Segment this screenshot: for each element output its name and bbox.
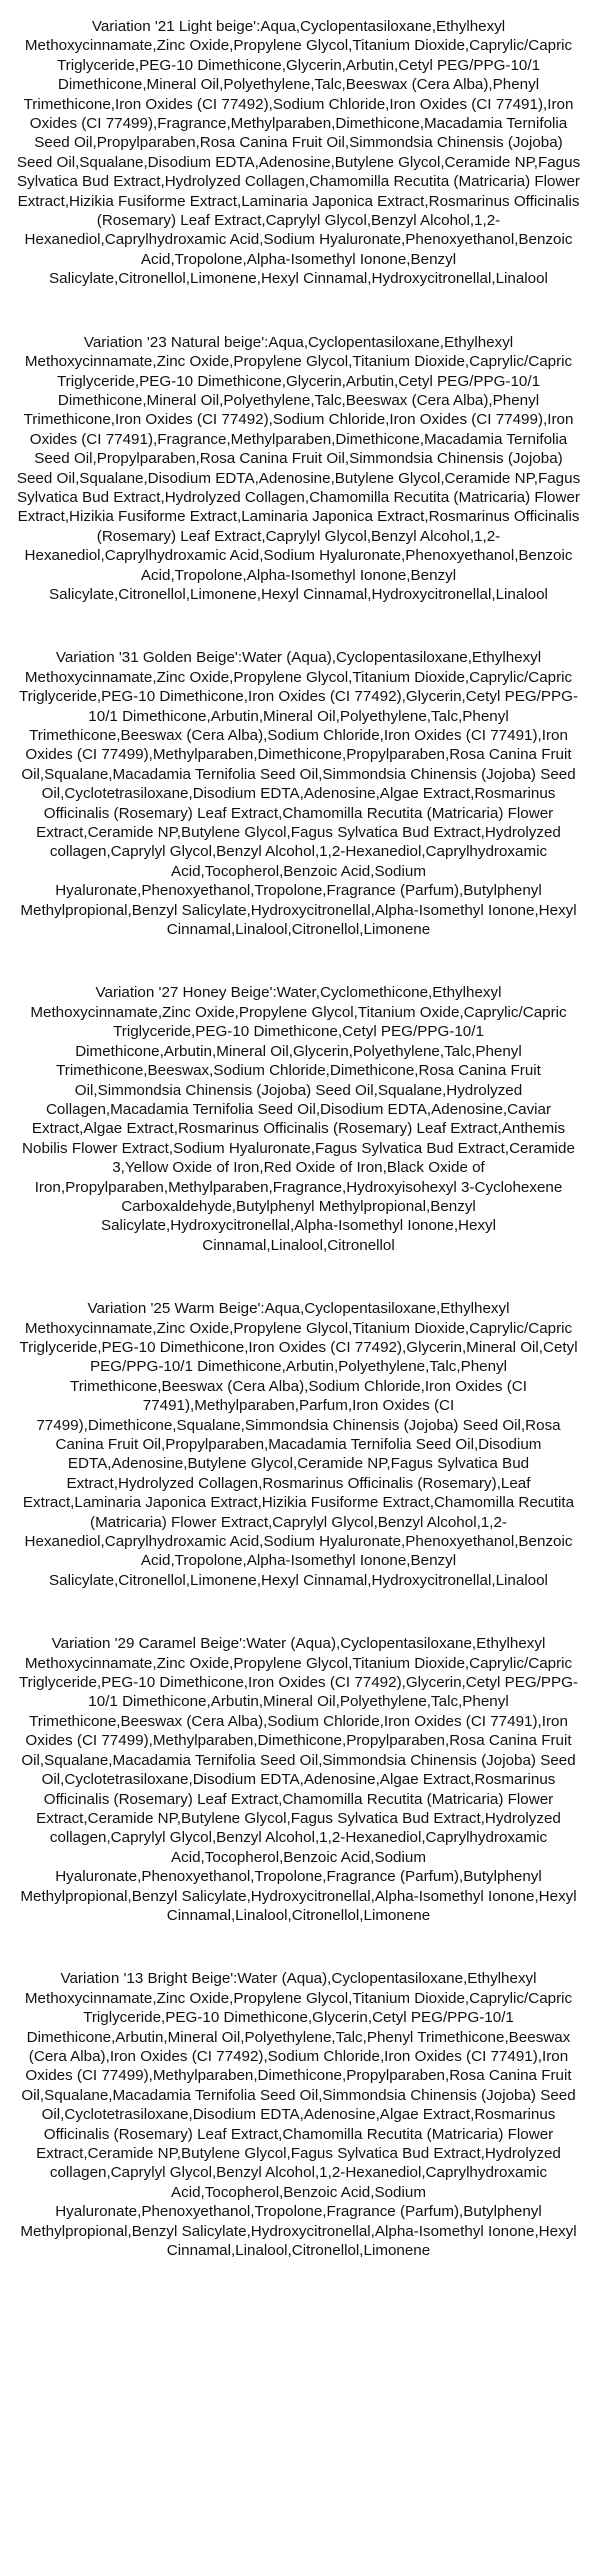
variant-ingredients: Water,Cyclomethicone,Ethylhexyl Methoxycinnamate,Zinc Oxide,Propylene Glycol,Titanium Oxide,Caprylic/Capric Triglyceride,PEG-10 Dimethicone,Cetyl PEG/PPG-10/1 Dimethicone,Arbutin,Mineral Oil,Glycerin,Polyethylene,Talc,Phenyl Trimethicone,Beeswax,Sodium Chloride,Dimethicone,Rosa Canina Fruit Oil,Simmondsia Chinensis (Jojoba) Seed Oil,Squalane,Hydrolyzed Collagen,Macadamia Ternifolia Seed Oil,Disodium EDTA,Adenosine,Caviar Extract,Algae Extract,Rosmarinus Officinalis (Rosemary) Leaf Extract,Anthemis Nobilis Flower Extract,Sodium Hyaluronate,Fagus Sylvatica Bud Extract,Ceramide 3,Yellow Oxide of Iron,Red Oxide of Iron,Black Oxide of Iron,Propylparaben,Methylparaben,Fragrance,Hydroxyisohexyl 3-Cyclohexene Carboxaldehyde,Butylphenyl Methylpropional,Benzyl Salicylate,Hydroxycitronellal,Alpha-Isomethyl Ionone,Hexyl Cinnamal,Linalool,Citronellol bbox=[22, 984, 575, 1254]
variant-ingredients: Water (Aqua),Cyclopentasiloxane,Ethylhexyl Methoxycinnamate,Zinc Oxide,Propylene Glycol,Titanium Dioxide,Caprylic/Capric Triglyceride,PEG-10 Dimethicone,Iron Oxides (CI 77492),Glycerin,Cetyl PEG/PPG-10/1 Dimethicone,Arbutin,Mineral Oil,Polyethylene,Talc,Phenyl Trimethicone,Beeswax (Cera Alba),Sodium Chloride,Iron Oxides (CI 77491),Iron Oxides (CI 77499),Methylparaben,Dimethicone,Propylparaben,Rosa Canina Fruit Oil,Squalane,Macadamia Ternifolia Seed Oil,Simmondsia Chinensis (Jojoba) Seed Oil,Cyclotetrasiloxane,Disodium EDTA,Adenosine,Algae Extract,Rosmarinus Officinalis (Rosemary) Leaf Extract,Chamomilla Recutita (Matricaria) Flower Extract,Ceramide NP,Butylene Glycol,Fagus Sylvatica Bud Extract,Hydrolyzed collagen,Caprylyl Glycol,Benzyl Alcohol,1,2-Hexanediol,Caprylhydroxamic Acid,Tocopherol,Benzoic Acid,Sodium Hyaluronate,Phenoxyethanol,Tropolone,Fragrance (Parfum),Butylphenyl Methylpropional,Benzyl Salicylate,Hydroxycitronellal,Alpha-Isomethyl Ionone,Hexyl Cinnamal,Linalool,Citronellol,Limonene bbox=[18, 649, 579, 939]
variant-name: Variation '21 Light beige' bbox=[91, 18, 257, 35]
variant-name: Variation '25 Warm Beige' bbox=[87, 1300, 261, 1318]
variant-ingredients: Aqua,Cyclopentasiloxane,Ethylhexyl Methoxycinnamate,Zinc Oxide,Propylene Glycol,Titanium Dioxide,Caprylic/Capric Triglyceride,PEG-10 Dimethicone,Glycerin,Arbutin,Cetyl PEG/PPG-10/1 Dimethicone,Mineral Oil,Polyethylene,Talc,Beeswax (Cera Alba),Phenyl Trimethicone,Iron Oxides (CI 77492),Sodium Chloride,Iron Oxides (CI 77499),Iron Oxides (CI 77491),Fragrance,Methylparaben,Dimethicone,Macadamia Ternifolia Seed Oil,Propylparaben,Rosa Canina Fruit Oil,Simmondsia Chinensis (Jojoba) Seed Oil,Squalane,Disodium EDTA,Adenosine,Butylene Glycol,Ceramide NP,Fagus Sylvatica Bud Extract,Hydrolyzed Collagen,Chamomilla Recutita (Matricaria) Flower Extract,Hizikia Fusiforme Extract,Laminaria Japonica Extract,Rosmarinus Officinalis (Rosemary) Leaf Extract,Caprylyl Glycol,Benzyl Alcohol,1,2-Hexanediol,Caprylhydroxamic Acid,Sodium Hyaluronate,Phenoxyethanol,Benzoic Acid,Tropolone,Alpha-Isomethyl Ionone,Benzyl Salicylate,Citronellol,Limonene,Hexyl Cinnamal,Hydroxycitronellal,Linalool bbox=[16, 333, 581, 603]
variant-ingredients: Aqua,Cyclopentasiloxane,Ethylhexyl Methoxycinnamate,Zinc Oxide,Propylene Glycol,Titanium Dioxide,Caprylic/Capric Triglyceride,PEG-10 Dimethicone,Glycerin,Arbutin,Cetyl PEG/PPG-10/1 Dimethicone,Mineral Oil,Polyethylene,Talc,Beeswax (Cera Alba),Phenyl Trimethicone,Iron Oxides (CI 77492),Sodium Chloride,Iron Oxides (CI 77491),Iron Oxides (CI 77499),Fragrance,Methylparaben,Dimethicone,Macadamia Ternifolia Seed Oil,Propylparaben,Rosa Canina Fruit Oil,Simmondsia Chinensis (Jojoba) Seed Oil,Squalane,Disodium EDTA,Adenosine,Butylene Glycol,Ceramide NP,Fagus Sylvatica Bud Extract,Hydrolyzed Collagen,Chamomilla Recutita (Matricaria) Flower Extract,Hizikia Fusiforme Extract,Laminaria Japonica Extract,Rosmarinus Officinalis (Rosemary) Leaf Extract,Caprylyl Glycol,Benzyl Alcohol,1,2-Hexanediol,Caprylhydroxamic Acid,Sodium Hyaluronate,Phenoxyethanol,Benzoic Acid,Tropolone,Alpha-Isomethyl Ionone,Benzyl Salicylate,Citronellol,Limonene,Hexyl Cinnamal,Hydroxycitronellal,Linalool bbox=[16, 18, 581, 288]
variant-29-caramel-beige: Variation '29 Caramel Beige':Water (Aqua),Cyclopentasiloxane,Ethylhexyl Methoxycinnamate,Zinc Oxide,Propylene Glycol,Titanium Dioxide,Caprylic/Capric Triglyceride,PEG-10 Dimethicone,Iron Oxides (CI 77492),Glycerin,Cetyl PEG/PPG-10/1 Dimethicone,Arbutin,Mineral Oil,Polyethylene,Talc,Phenyl Trimethicone,Beeswax (Cera Alba),Sodium Chloride,Iron Oxides (CI 77491),Iron Oxides (CI 77499),Methylparaben,Dimethicone,Propylparaben,Rosa Canina Fruit Oil,Squalane,Macadamia Ternifolia Seed Oil,Simmondsia Chinensis (Jojoba) Seed Oil,Cyclotetrasiloxane,Disodium EDTA,Adenosine,Algae Extract,Rosmarinus Officinalis (Rosemary) Leaf Extract,Chamomilla Recutita (Matricaria) Flower Extract,Ceramide NP,Butylene Glycol,Fagus Sylvatica Bud Extract,Hydrolyzed collagen,Caprylyl Glycol,Benzyl Alcohol,1,2-Hexanediol,Caprylhydroxamic Acid,Tocopherol,Benzoic Acid,Sodium Hyaluronate,Phenoxyethanol,Tropolone,Fragrance (Parfum),Butylphenyl Methylpropional,Benzyl Salicylate,Hydroxycitronellal,Alpha-Isomethyl Ionone,Hexyl Cinnamal,Linalool,Citronellol,Limonene bbox=[18, 1635, 579, 1924]
variant-name: Variation '31 Golden Beige' bbox=[55, 649, 238, 667]
variant-31-golden-beige: Variation '31 Golden Beige':Water (Aqua),Cyclopentasiloxane,Ethylhexyl Methoxycinnamate,Zinc Oxide,Propylene Glycol,Titanium Dioxide,Caprylic/Capric Triglyceride,PEG-10 Dimethicone,Iron Oxides (CI 77492),Glycerin,Cetyl PEG/PPG-10/1 Dimethicone,Arbutin,Mineral Oil,Polyethylene,Talc,Phenyl Trimethicone,Beeswax (Cera Alba),Sodium Chloride,Iron Oxides (CI 77491),Iron Oxides (CI 77499),Methylparaben,Dimethicone,Propylparaben,Rosa Canina Fruit Oil,Squalane,Macadamia Ternifolia Seed Oil,Simmondsia Chinensis (Jojoba) Seed Oil,Cyclotetrasiloxane,Disodium EDTA,Adenosine,Algae Extract,Rosmarinus Officinalis (Rosemary) Leaf Extract,Chamomilla Recutita (Matricaria) Flower Extract,Ceramide NP,Butylene Glycol,Fagus Sylvatica Bud Extract,Hydrolyzed collagen,Caprylyl Glycol,Benzyl Alcohol,1,2-Hexanediol,Caprylhydroxamic Acid,Tocopherol,Benzoic Acid,Sodium Hyaluronate,Phenoxyethanol,Tropolone,Fragrance (Parfum),Butylphenyl Methylpropional,Benzyl Salicylate,Hydroxycitronellal,Alpha-Isomethyl Ionone,Hexyl Cinnamal,Linalool,Citronellol,Limonene bbox=[18, 649, 579, 939]
variant-23-natural-beige: Variation '23 Natural beige':Aqua,Cyclopentasiloxane,Ethylhexyl Methoxycinnamate,Zinc Oxide,Propylene Glycol,Titanium Dioxide,Caprylic/Capric Triglyceride,PEG-10 Dimethicone,Glycerin,Arbutin,Cetyl PEG/PPG-10/1 Dimethicone,Mineral Oil,Polyethylene,Talc,Beeswax (Cera Alba),Phenyl Trimethicone,Iron Oxides (CI 77492),Sodium Chloride,Iron Oxides (CI 77499),Iron Oxides (CI 77491),Fragrance,Methylparaben,Dimethicone,Macadamia Ternifolia Seed Oil,Propylparaben,Rosa Canina Fruit Oil,Simmondsia Chinensis (Jojoba) Seed Oil,Squalane,Disodium EDTA,Adenosine,Butylene Glycol,Ceramide NP,Fagus Sylvatica Bud Extract,Hydrolyzed Collagen,Chamomilla Recutita (Matricaria) Flower Extract,Hizikia Fusiforme Extract,Laminaria Japonica Extract,Rosmarinus Officinalis (Rosemary) Leaf Extract,Caprylyl Glycol,Benzyl Alcohol,1,2-Hexanediol,Caprylhydroxamic Acid,Sodium Hyaluronate,Phenoxyethanol,Benzoic Acid,Tropolone,Alpha-Isomethyl Ionone,Benzyl Salicylate,Citronellol,Limonene,Hexyl Cinnamal,Hydroxycitronellal,Linalool bbox=[16, 333, 581, 603]
variant-name: Variation '13 Bright Beige' bbox=[60, 1970, 234, 1988]
variant-ingredients: Water (Aqua),Cyclopentasiloxane,Ethylhexyl Methoxycinnamate,Zinc Oxide,Propylene Glycol,Titanium Dioxide,Caprylic/Capric Triglyceride,PEG-10 Dimethicone,Iron Oxides (CI 77492),Glycerin,Cetyl PEG/PPG-10/1 Dimethicone,Arbutin,Mineral Oil,Polyethylene,Talc,Phenyl Trimethicone,Beeswax (Cera Alba),Sodium Chloride,Iron Oxides (CI 77491),Iron Oxides (CI 77499),Methylparaben,Dimethicone,Propylparaben,Rosa Canina Fruit Oil,Squalane,Macadamia Ternifolia Seed Oil,Simmondsia Chinensis (Jojoba) Seed Oil,Cyclotetrasiloxane,Disodium EDTA,Adenosine,Algae Extract,Rosmarinus Officinalis (Rosemary) Leaf Extract,Chamomilla Recutita (Matricaria) Flower Extract,Ceramide NP,Butylene Glycol,Fagus Sylvatica Bud Extract,Hydrolyzed collagen,Caprylyl Glycol,Benzyl Alcohol,1,2-Hexanediol,Caprylhydroxamic Acid,Tocopherol,Benzoic Acid,Sodium Hyaluronate,Phenoxyethanol,Tropolone,Fragrance (Parfum),Butylphenyl Methylpropional,Benzyl Salicylate,Hydroxycitronellal,Alpha-Isomethyl Ionone,Hexyl Cinnamal,Linalool,Citronellol,Limonene bbox=[18, 1635, 579, 1924]
variant-name: Variation '29 Caramel Beige' bbox=[51, 1635, 243, 1653]
variant-21-light-beige: Variation '21 Light beige':Aqua,Cyclopentasiloxane,Ethylhexyl Methoxycinnamate,Zinc Oxide,Propylene Glycol,Titanium Dioxide,Caprylic/Capric Triglyceride,PEG-10 Dimethicone,Glycerin,Arbutin,Cetyl PEG/PPG-10/1 Dimethicone,Mineral Oil,Polyethylene,Talc,Beeswax (Cera Alba),Phenyl Trimethicone,Iron Oxides (CI 77492),Sodium Chloride,Iron Oxides (CI 77491),Iron Oxides (CI 77499),Fragrance,Methylparaben,Dimethicone,Macadamia Ternifolia Seed Oil,Propylparaben,Rosa Canina Fruit Oil,Simmondsia Chinensis (Jojoba) Seed Oil,Squalane,Disodium EDTA,Adenosine,Butylene Glycol,Ceramide NP,Fagus Sylvatica Bud Extract,Hydrolyzed Collagen,Chamomilla Recutita (Matricaria) Flower Extract,Hizikia Fusiforme Extract,Laminaria Japonica Extract,Rosmarinus Officinalis (Rosemary) Leaf Extract,Caprylyl Glycol,Benzyl Alcohol,1,2-Hexanediol,Caprylhydroxamic Acid,Sodium Hyaluronate,Phenoxyethanol,Benzoic Acid,Tropolone,Alpha-Isomethyl Ionone,Benzyl Salicylate,Citronellol,Limonene,Hexyl Cinnamal,Hydroxycitronellal,Linalool bbox=[16, 18, 581, 288]
variant-name: Variation '23 Natural beige' bbox=[83, 333, 265, 351]
variant-27-honey-beige: Variation '27 Honey Beige':Water,Cyclomethicone,Ethylhexyl Methoxycinnamate,Zinc Oxide,Propylene Glycol,Titanium Oxide,Caprylic/Capric Triglyceride,PEG-10 Dimethicone,Cetyl PEG/PPG-10/1 Dimethicone,Arbutin,Mineral Oil,Glycerin,Polyethylene,Talc,Phenyl Trimethicone,Beeswax,Sodium Chloride,Dimethicone,Rosa Canina Fruit Oil,Simmondsia Chinensis (Jojoba) Seed Oil,Squalane,Hydrolyzed Collagen,Macadamia Ternifolia Seed Oil,Disodium EDTA,Adenosine,Caviar Extract,Algae Extract,Rosmarinus Officinalis (Rosemary) Leaf Extract,Anthemis Nobilis Flower Extract,Sodium Hyaluronate,Fagus Sylvatica Bud Extract,Ceramide 3,Yellow Oxide of Iron,Red Oxide of Iron,Black Oxide of Iron,Propylparaben,Methylparaben,Fragrance,Hydroxyisohexyl 3-Cyclohexene Carboxaldehyde,Butylphenyl Methylpropional,Benzyl Salicylate,Hydroxycitronellal,Alpha-Isomethyl Ionone,Hexyl Cinnamal,Linalool,Citronellol bbox=[22, 984, 575, 1254]
variant-name: Variation '27 Honey Beige' bbox=[95, 984, 273, 1002]
variant-25-warm-beige: Variation '25 Warm Beige':Aqua,Cyclopentasiloxane,Ethylhexyl Methoxycinnamate,Zinc Oxide,Propylene Glycol,Titanium Dioxide,Caprylic/Capric Triglyceride,PEG-10 Dimethicone,Iron Oxides (CI 77492),Glycerin,Mineral Oil,Cetyl PEG/PPG-10/1 Dimethicone,Arbutin,Polyethylene,Talc,Phenyl Trimethicone,Beeswax (Cera Alba),Sodium Chloride,Iron Oxides (CI 77491),Methylparaben,Parfum,Iron Oxides (CI 77499),Dimethicone,Squalane,Simmondsia Chinensis (Jojoba) Seed Oil,Rosa Canina Fruit Oil,Propylparaben,Macadamia Ternifolia Seed Oil,Disodium EDTA,Adenosine,Butylene Glycol,Ceramide NP,Fagus Sylvatica Bud Extract,Hydrolyzed Collagen,Rosmarinus Officinalis (Rosemary),Leaf Extract,Laminaria Japonica Extract,Hizikia Fusiforme Extract,Chamomilla Recutita (Matricaria) Flower Extract,Caprylyl Glycol,Benzyl Alcohol,1,2-Hexanediol,Caprylhydroxamic Acid,Sodium Hyaluronate,Phenoxyethanol,Benzoic Acid,Tropolone,Alpha-Isomethyl Ionone,Benzyl Salicylate,Citronellol,Limonene,Hexyl Cinnamal,Hydroxycitronellal,Linalool bbox=[19, 1300, 578, 1589]
variant-ingredients: Aqua,Cyclopentasiloxane,Ethylhexyl Methoxycinnamate,Zinc Oxide,Propylene Glycol,Titanium Dioxide,Caprylic/Capric Triglyceride,PEG-10 Dimethicone,Iron Oxides (CI 77492),Glycerin,Mineral Oil,Cetyl PEG/PPG-10/1 Dimethicone,Arbutin,Polyethylene,Talc,Phenyl Trimethicone,Beeswax (Cera Alba),Sodium Chloride,Iron Oxides (CI 77491),Methylparaben,Parfum,Iron Oxides (CI 77499),Dimethicone,Squalane,Simmondsia Chinensis (Jojoba) Seed Oil,Rosa Canina Fruit Oil,Propylparaben,Macadamia Ternifolia Seed Oil,Disodium EDTA,Adenosine,Butylene Glycol,Ceramide NP,Fagus Sylvatica Bud Extract,Hydrolyzed Collagen,Rosmarinus Officinalis (Rosemary),Leaf Extract,Laminaria Japonica Extract,Hizikia Fusiforme Extract,Chamomilla Recutita (Matricaria) Flower Extract,Caprylyl Glycol,Benzyl Alcohol,1,2-Hexanediol,Caprylhydroxamic Acid,Sodium Hyaluronate,Phenoxyethanol,Benzoic Acid,Tropolone,Alpha-Isomethyl Ionone,Benzyl Salicylate,Citronellol,Limonene,Hexyl Cinnamal,Hydroxycitronellal,Linalool bbox=[19, 1300, 578, 1589]
variant-13-bright-beige: Variation '13 Bright Beige':Water (Aqua),Cyclopentasiloxane,Ethylhexyl Methoxycinnamate,Zinc Oxide,Propylene Glycol,Titanium Dioxide,Caprylic/Capric Triglyceride,PEG-10 Dimethicone,Glycerin,Cetyl PEG/PPG-10/1 Dimethicone,Arbutin,Mineral Oil,Polyethylene,Talc,Phenyl Trimethicone,Beeswax (Cera Alba),Iron Oxides (CI 77492),Sodium Chloride,Iron Oxides (CI 77491),Iron Oxides (CI 77499),Methylparaben,Dimethicone,Propylparaben,Rosa Canina Fruit Oil,Squalane,Macadamia Ternifolia Seed Oil,Simmondsia Chinensis (Jojoba) Seed Oil,Cyclotetrasiloxane,Disodium EDTA,Adenosine,Algae Extract,Rosmarinus Officinalis (Rosemary) Leaf Extract,Chamomilla Recutita (Matricaria) Flower Extract,Ceramide NP,Butylene Glycol,Fagus Sylvatica Bud Extract,Hydrolyzed collagen,Caprylyl Glycol,Benzyl Alcohol,1,2-Hexanediol,Caprylhydroxamic Acid,Tocopherol,Benzoic Acid,Sodium Hyaluronate,Phenoxyethanol,Tropolone,Fragrance (Parfum),Butylphenyl Methylpropional,Benzyl Salicylate,Hydroxycitronellal,Alpha-Isomethyl Ionone,Hexyl Cinnamal,Linalool,Citronellol,Limonene bbox=[20, 1970, 577, 2260]
variant-ingredients: Water (Aqua),Cyclopentasiloxane,Ethylhexyl Methoxycinnamate,Zinc Oxide,Propylene Glycol,Titanium Dioxide,Caprylic/Capric Triglyceride,PEG-10 Dimethicone,Glycerin,Cetyl PEG/PPG-10/1 Dimethicone,Arbutin,Mineral Oil,Polyethylene,Talc,Phenyl Trimethicone,Beeswax (Cera Alba),Iron Oxides (CI 77492),Sodium Chloride,Iron Oxides (CI 77491),Iron Oxides (CI 77499),Methylparaben,Dimethicone,Propylparaben,Rosa Canina Fruit Oil,Squalane,Macadamia Ternifolia Seed Oil,Simmondsia Chinensis (Jojoba) Seed Oil,Cyclotetrasiloxane,Disodium EDTA,Adenosine,Algae Extract,Rosmarinus Officinalis (Rosemary) Leaf Extract,Chamomilla Recutita (Matricaria) Flower Extract,Ceramide NP,Butylene Glycol,Fagus Sylvatica Bud Extract,Hydrolyzed collagen,Caprylyl Glycol,Benzyl Alcohol,1,2-Hexanediol,Caprylhydroxamic Acid,Tocopherol,Benzoic Acid,Sodium Hyaluronate,Phenoxyethanol,Tropolone,Fragrance (Parfum),Butylphenyl Methylpropional,Benzyl Salicylate,Hydroxycitronellal,Alpha-Isomethyl Ionone,Hexyl Cinnamal,Linalool,Citronellol,Limonene bbox=[20, 1970, 577, 2260]
